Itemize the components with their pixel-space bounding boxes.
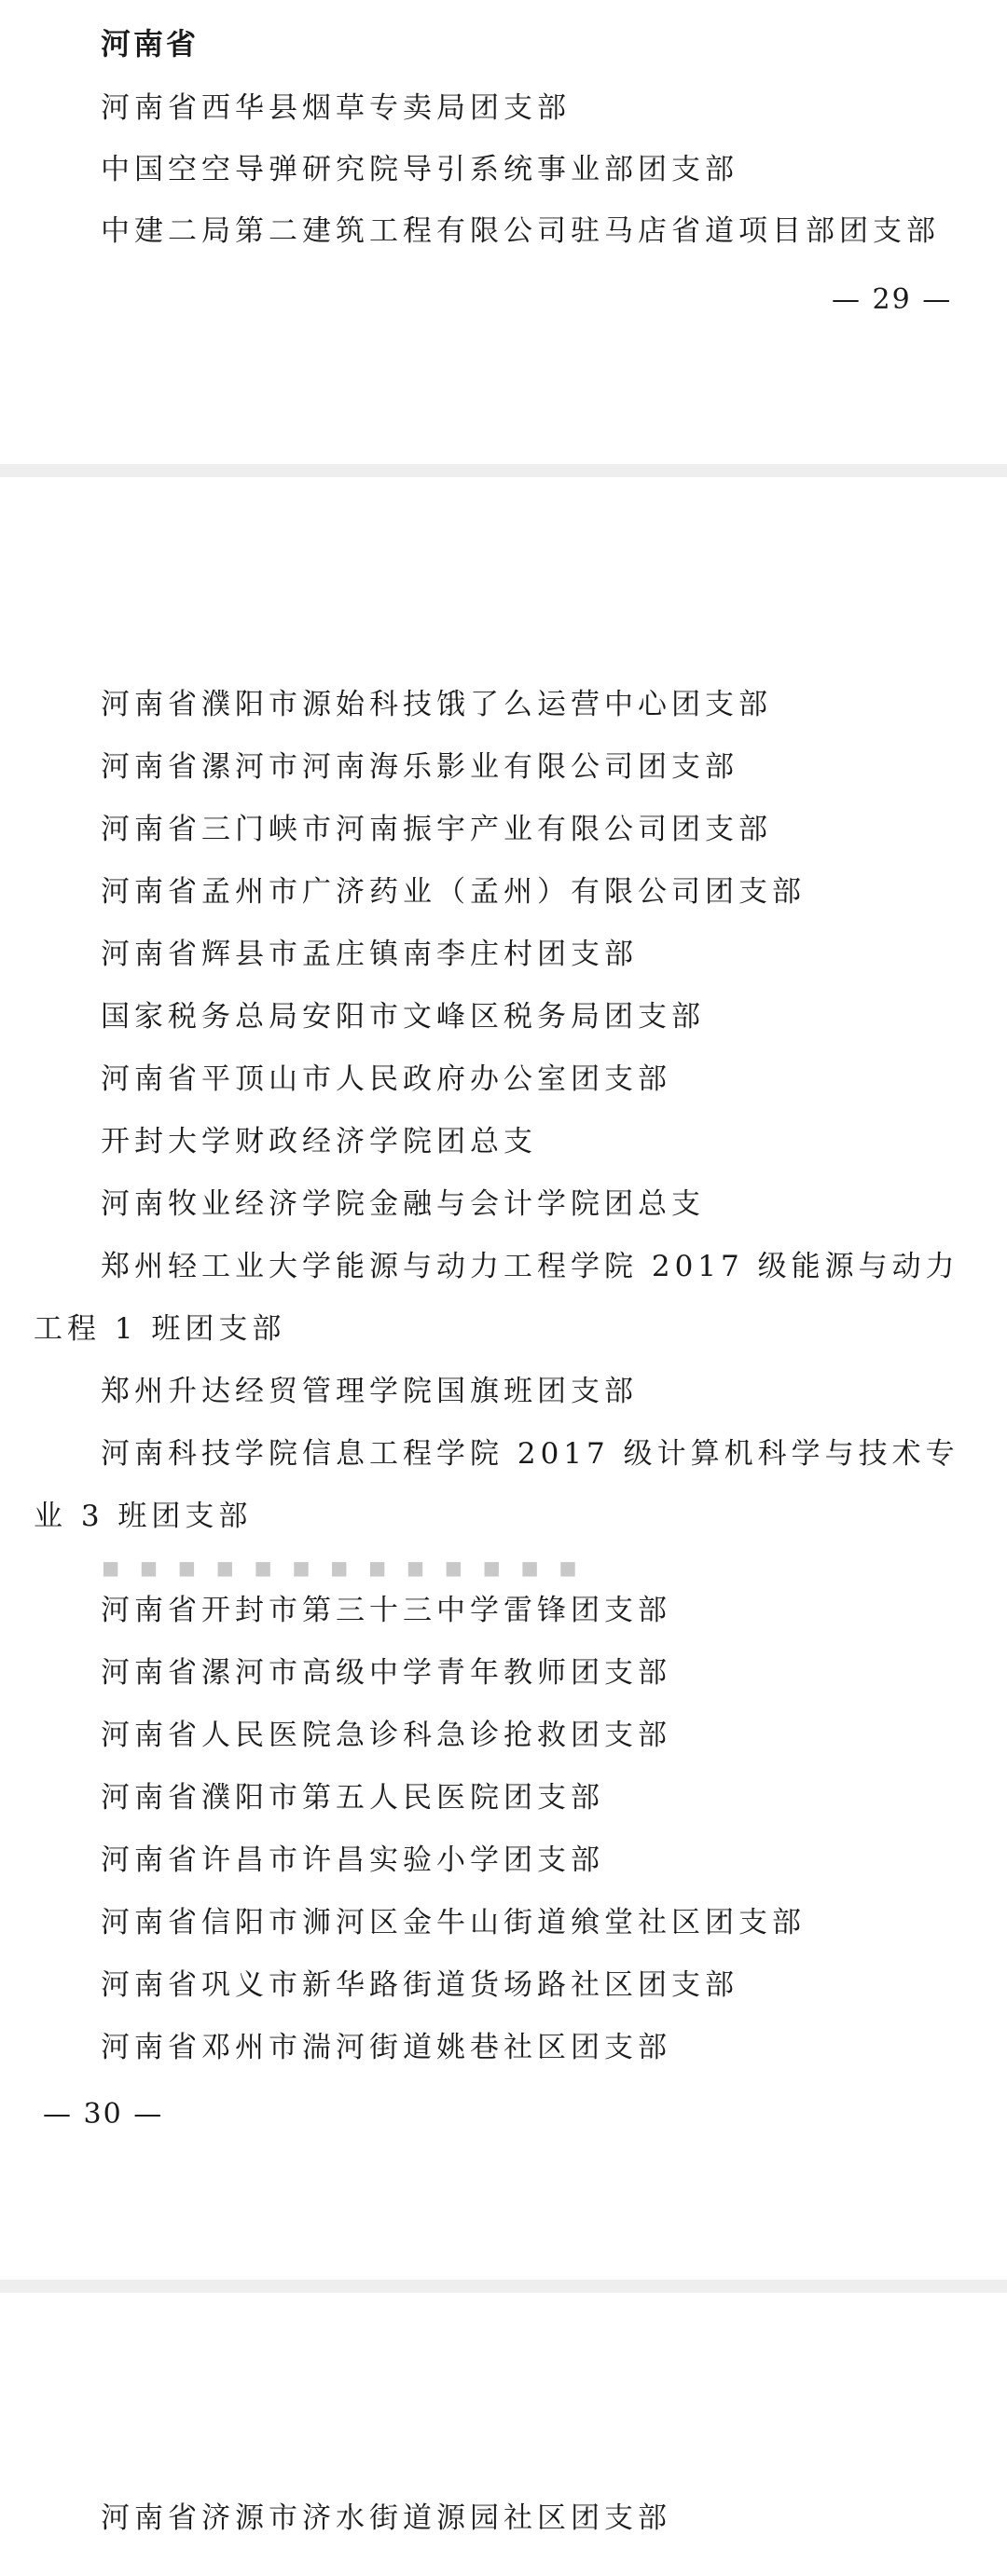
- list-item: 河南省漯河市高级中学青年教师团支部: [101, 1656, 671, 1690]
- list-item: 河南省平顶山市人民政府办公室团支部: [101, 1062, 671, 1096]
- list-item: 河南省濮阳市第五人民医院团支部: [101, 1781, 604, 1815]
- list-item: 河南省濮阳市源始科技饿了么运营中心团支部: [101, 688, 772, 721]
- document-page-30: [0, 477, 1007, 2280]
- list-item: 郑州升达经贸管理学院国旗班团支部: [101, 1375, 638, 1408]
- list-item: 国家税务总局安阳市文峰区税务局团支部: [101, 1000, 705, 1034]
- list-item: 河南省辉县市孟庄镇南李庄村团支部: [101, 938, 638, 971]
- list-item: 开封大学财政经济学院团总支: [101, 1125, 537, 1158]
- list-item: 河南牧业经济学院金融与会计学院团总支: [101, 1187, 705, 1221]
- clipped-text-remnant: ▪ ▪ ▪ ▪ ▪ ▪ ▪ ▪ ▪ ▪ ▪ ▪ ▪: [101, 1551, 583, 1584]
- list-item: 河南省西华县烟草专卖局团支部: [101, 91, 571, 125]
- list-item: 河南省人民医院急诊科急诊抢救团支部: [101, 1719, 671, 1752]
- page-divider: [0, 464, 1007, 477]
- list-item: 中国空空导弹研究院导引系统事业部团支部: [101, 153, 738, 186]
- document-page-31: [0, 2293, 1007, 2576]
- list-item-wrapped: 河南科技学院信息工程学院 2017 级计算机科学与技术专业 3 班团支部: [34, 1437, 959, 1533]
- list-item: 河南省孟州市广济药业（孟州）有限公司团支部: [101, 875, 806, 909]
- document-page-29: [0, 0, 1007, 464]
- list-item: 中建二局第二建筑工程有限公司驻马店省道项目部团支部: [101, 214, 940, 248]
- list-item: 河南省济源市济水街道源园社区团支部: [101, 2501, 671, 2535]
- list-item: 河南省巩义市新华路街道货场路社区团支部: [101, 1968, 738, 2002]
- list-item: 河南省三门峡市河南振宇产业有限公司团支部: [101, 813, 772, 846]
- list-item: 河南省信阳市浉河区金牛山街道飨堂社区团支部: [101, 1906, 806, 1939]
- list-item: 河南省漯河市河南海乐影业有限公司团支部: [101, 750, 738, 784]
- page-number: — 30 —: [43, 2098, 164, 2131]
- province-heading: 河南省: [101, 26, 200, 62]
- page-divider: [0, 2280, 1007, 2293]
- page-number: — 29 —: [832, 283, 953, 316]
- list-item: 河南省开封市第三十三中学雷锋团支部: [101, 1594, 671, 1627]
- list-item: 河南省邓州市湍河街道姚巷社区团支部: [101, 2031, 671, 2064]
- list-item-wrapped: 郑州轻工业大学能源与动力工程学院 2017 级能源与动力工程 1 班团支部: [34, 1250, 959, 1346]
- list-item: 河南省许昌市许昌实验小学团支部: [101, 1843, 604, 1877]
